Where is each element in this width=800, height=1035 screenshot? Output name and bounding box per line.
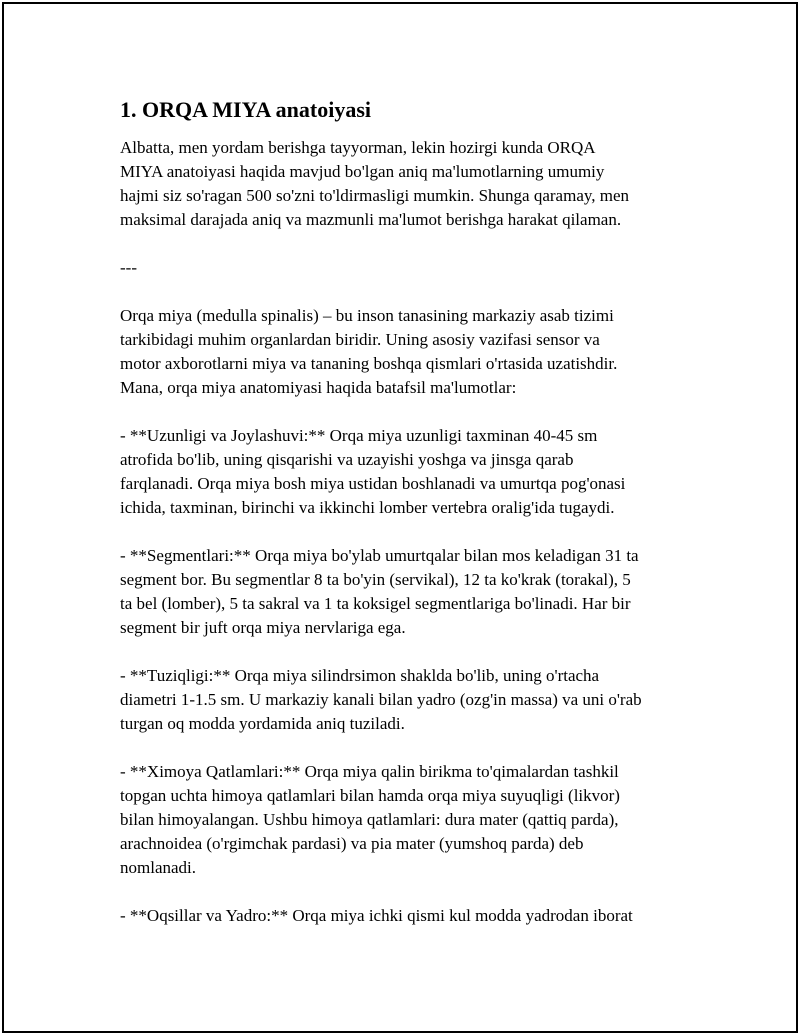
- paragraph-structure: - **Tuziqligi:** Orqa miya silindrsimon shaklda bo'lib, uning o'rtacha diametri 1-1.5 sm. U markaziy kanali bilan yadro (ozg'in massa) va uni o'rab turgan oq modda yordamida aniq tuziladi.: [120, 666, 642, 733]
- paragraph-overview: Orqa miya (medulla spinalis) – bu inson tanasining markaziy asab tizimi tarkibidagi muhim organlardan biridir. Uning asosiy vazifasi sensor va motor axborotlarni miya va tananing boshqa qismlari o'rtasida uzatishdir. Mana, orqa miya anatomiyasi haqida batafsil ma'lumotlar:: [120, 306, 618, 397]
- paragraph-gray-matter: - **Oqsillar va Yadro:** Orqa miya ichki qismi kul modda yadrodan iborat: [120, 906, 633, 925]
- paragraph-segments: - **Segmentlari:** Orqa miya bo'ylab umurtqalar bilan mos keladigan 31 ta segment bor. Bu segmentlar 8 ta bo'yin (servikal), 12 ta ko'krak (torakal), 5 ta bel (lomber), 5 ta sakral va 1 ta koksigel segmentlariga bo'linadi. Har bir segment bir juft orqa miya nervlariga ega.: [120, 546, 639, 637]
- paragraph-protective-layers: - **Ximoya Qatlamlari:** Orqa miya qalin birikma to'qimalardan tashkil topgan uchta himoya qatlamlari bilan hamda orqa miya suyuqligi (likvor) bilan himoyalangan. Ushbu himoya qatlamlari: dura mater (qattiq parda), arachnoidea (o'rgimchak pardasi) va pia mater (yumshoq parda) deb nomlanadi.: [120, 762, 620, 877]
- document-title: 1. ORQA MIYA anatoiyasi: [120, 97, 372, 122]
- document-body: [120, 96, 710, 952]
- paragraph-intro: Albatta, men yordam berishga tayyorman, lekin hozirgi kunda ORQA MIYA anatoiyasi haqida mavjud bo'lgan aniq ma'lumotlarning umumiy hajmi siz so'ragan 500 so'zni to'ldirmasligi mumkin. Shunga qaramay, men maksimal darajada aniq va mazmunli ma'lumot berishga harakat qilaman.: [120, 138, 630, 229]
- paragraph-length-location: - **Uzunligi va Joylashuvi:** Orqa miya uzunligi taxminan 40-45 sm atrofida bo'lib, uning qisqarishi va uzayishi yoshga va jinsga qarab farqlanadi. Orqa miya bosh miya ustidan boshlanadi va umurtqa pog'onasi ichida, taxminan, birinchi va ikkinchi lomber vertebra oralig'ida tugaydi.: [120, 426, 626, 517]
- separator-line: ---: [120, 258, 137, 277]
- page-frame: [2, 2, 798, 1033]
